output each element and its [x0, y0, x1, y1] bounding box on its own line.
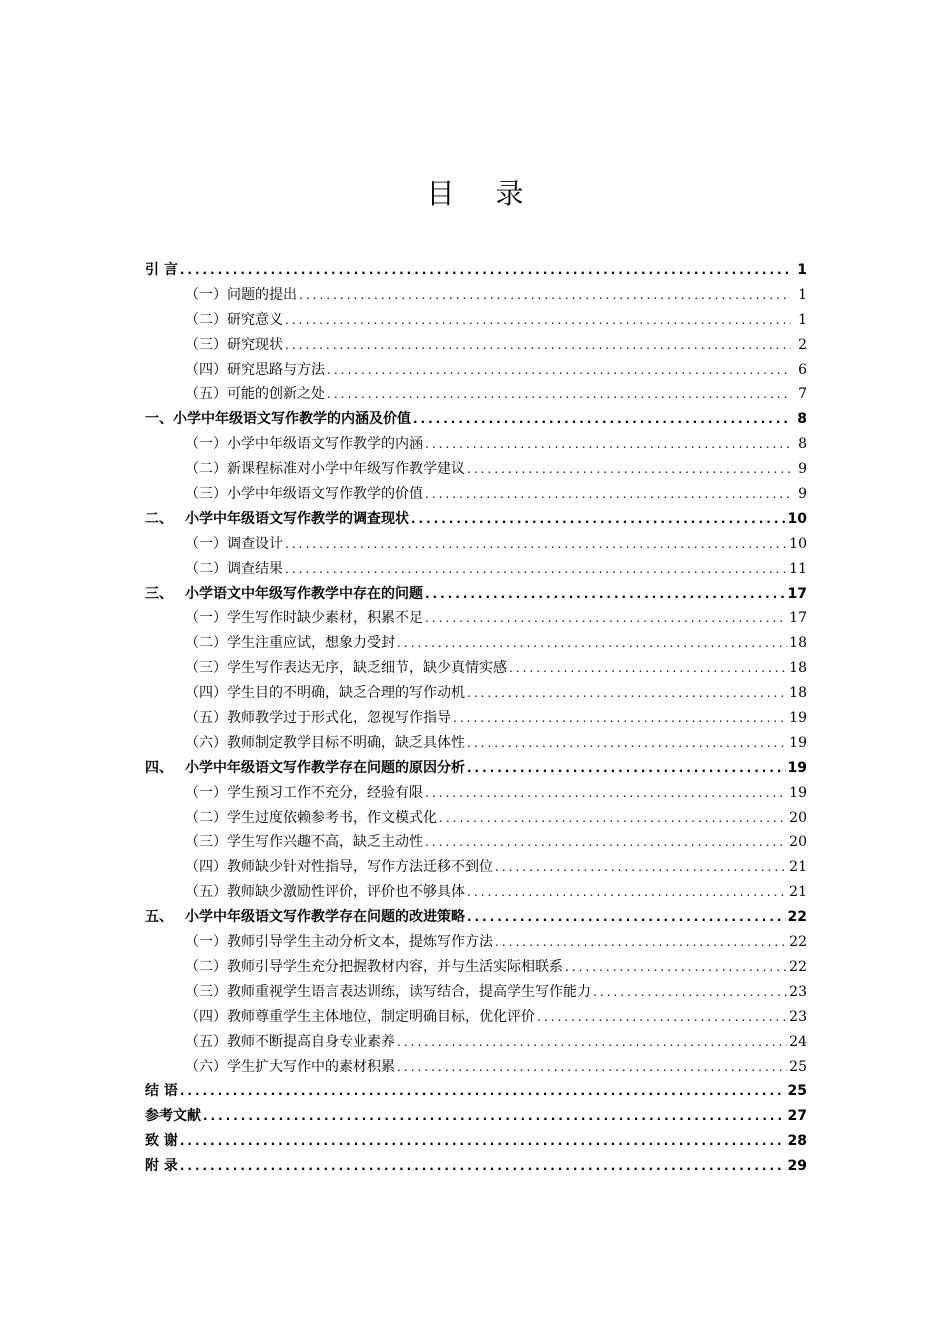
- dot-leader: [425, 830, 787, 855]
- toc-entry-label: [145, 1129, 178, 1154]
- toc-page-number: 8: [797, 411, 807, 428]
- toc-entry-text: （五）可能的创新之处: [185, 386, 325, 403]
- toc-chapter-entry[interactable]: [145, 905, 807, 930]
- toc-entry-label: [145, 507, 409, 532]
- toc-section-entry[interactable]: [145, 606, 807, 631]
- toc-entry-label: [145, 1154, 178, 1179]
- toc-entry-label: [185, 358, 325, 383]
- dot-leader: [397, 1030, 787, 1055]
- dot-leader: [509, 656, 787, 681]
- toc-entry-number: 二、: [145, 510, 173, 527]
- toc-section-entry[interactable]: [145, 656, 807, 681]
- toc-entry-text: （三）小学中年级语文写作教学的价值: [185, 486, 423, 503]
- toc-entry-label: [185, 631, 395, 656]
- toc-chapter-entry[interactable]: [145, 1154, 807, 1179]
- toc-chapter-entry[interactable]: [145, 258, 807, 283]
- toc-entry-label: [185, 532, 283, 557]
- toc-entry-label: [145, 407, 411, 432]
- toc-entry-label: [185, 283, 297, 308]
- dot-leader: [327, 358, 791, 383]
- dot-leader: [537, 1005, 787, 1030]
- toc-entry-number: 四、: [145, 759, 173, 776]
- toc-section-entry[interactable]: [145, 706, 807, 731]
- toc-entry-label: [145, 1079, 178, 1104]
- toc-entry-label: [145, 905, 465, 930]
- toc-chapter-entry[interactable]: [145, 582, 807, 607]
- toc-page-number: 18: [789, 685, 807, 702]
- toc-entry-text: （二）学生注重应试，想象力受封: [185, 635, 395, 652]
- toc-page-number: 10: [787, 510, 807, 527]
- toc-entry-text: （五）教师缺少激励性评价，评价也不够具体: [185, 884, 465, 901]
- toc-entry-label: [185, 308, 283, 333]
- toc-entry-number: 五、: [145, 909, 173, 926]
- toc-entry-label: [145, 582, 423, 607]
- toc-section-entry[interactable]: [145, 855, 807, 880]
- toc-entry-label: [185, 1030, 395, 1055]
- toc-page-number: 20: [789, 834, 807, 851]
- dot-leader: [413, 407, 791, 432]
- toc-page-number: 28: [787, 1133, 807, 1150]
- toc-page-number: 9: [798, 461, 807, 478]
- toc-entry-text: （三）教师重视学生语言表达训练，读写结合，提高学生写作能力: [185, 983, 591, 1000]
- toc-section-entry[interactable]: [145, 681, 807, 706]
- toc-entry-text: （一）学生写作时缺少素材，积累不足: [185, 610, 423, 627]
- toc-entry-text: 附 录: [145, 1158, 178, 1175]
- dot-leader: [411, 507, 786, 532]
- toc-page-number: 9: [798, 486, 807, 503]
- toc-page-number: 19: [787, 759, 807, 776]
- toc-entry-text: （四）教师尊重学生主体地位，制定明确目标，优化评价: [185, 1008, 535, 1025]
- toc-section-entry[interactable]: [145, 830, 807, 855]
- toc-page-number: 21: [789, 859, 807, 876]
- toc-entry-label: [185, 980, 591, 1005]
- toc-entry-text: （五）教师不断提高自身专业素养: [185, 1033, 395, 1050]
- toc-entry-label: [185, 606, 423, 631]
- toc-page-number: 1: [797, 262, 807, 278]
- toc-page-number: 19: [789, 784, 807, 801]
- toc-entry-label: [185, 1005, 535, 1030]
- toc-page-number: 23: [789, 983, 807, 1000]
- dot-leader: [495, 930, 787, 955]
- toc-page-number: 25: [787, 1083, 807, 1100]
- toc-page-number: 22: [789, 934, 807, 951]
- toc-entry-label: [185, 333, 283, 358]
- toc-page-number: 1: [798, 311, 807, 328]
- toc-entry-label: [185, 432, 423, 457]
- toc-entry-text: （二）教师引导学生充分把握教材内容，并与生活实际相联系: [185, 958, 563, 975]
- dot-leader: [467, 905, 786, 930]
- dot-leader: [397, 1055, 787, 1080]
- dot-leader: [425, 432, 791, 457]
- toc-section-entry[interactable]: [145, 1005, 807, 1030]
- toc-entry-label: [185, 382, 325, 407]
- toc-entry-text: 结 语: [145, 1083, 178, 1100]
- toc-page-number: 18: [789, 660, 807, 677]
- toc-section-entry[interactable]: [145, 1030, 807, 1055]
- dot-leader: [439, 806, 787, 831]
- toc-chapter-entry[interactable]: [145, 756, 807, 781]
- toc-page-number: 22: [789, 958, 807, 975]
- dot-leader: [593, 980, 787, 1005]
- dot-leader: [180, 1079, 786, 1104]
- toc-entry-label: [185, 731, 465, 756]
- toc-chapter-entry[interactable]: [145, 407, 807, 432]
- toc-section-entry[interactable]: [145, 880, 807, 905]
- toc-page-number: 27: [787, 1108, 807, 1125]
- toc-entry-text: （五）教师教学过于形式化，忽视写作指导: [185, 710, 451, 727]
- toc-entry-label: [145, 756, 465, 781]
- toc-entry-text: （三）学生写作表达无序，缺乏细节，缺少真情实感: [185, 660, 507, 677]
- toc-entry-text: 小学中年级语文写作教学存在问题的原因分析: [185, 759, 465, 776]
- toc-entry-label: [185, 880, 465, 905]
- dot-leader: [285, 333, 791, 358]
- dot-leader: [285, 557, 787, 582]
- dot-leader: [299, 283, 791, 308]
- toc-entry-text: （四）教师缺少针对性指导，写作方法迁移不到位: [185, 859, 493, 876]
- toc-section-entry[interactable]: [145, 557, 807, 582]
- toc-chapter-entry[interactable]: [145, 1129, 807, 1154]
- toc-page-number: 25: [789, 1058, 807, 1075]
- toc-page-number: 7: [798, 386, 807, 403]
- toc-entry-text: （一）教师引导学生主动分析文本，提炼写作方法: [185, 934, 493, 951]
- toc-page-number: 17: [787, 585, 807, 602]
- toc-entry-text: 小学语文中年级写作教学中存在的问题: [185, 585, 423, 602]
- toc-page-number: 19: [789, 734, 807, 751]
- dot-leader: [495, 855, 787, 880]
- dot-leader: [285, 308, 791, 333]
- toc-section-entry[interactable]: [145, 731, 807, 756]
- toc-page-number: 17: [789, 610, 807, 627]
- toc-entry-label: [185, 706, 451, 731]
- toc-page-number: 10: [789, 535, 807, 552]
- toc-chapter-entry[interactable]: [145, 1104, 807, 1129]
- toc-section-entry[interactable]: [145, 482, 807, 507]
- dot-leader: [180, 1154, 786, 1179]
- toc-entry-text: 致 谢: [145, 1133, 178, 1150]
- toc-entry-text: （二）学生过度依赖参考书，作文模式化: [185, 809, 437, 826]
- toc-entry-label: [185, 830, 423, 855]
- toc-page-number: 19: [789, 710, 807, 727]
- toc-page-number: 22: [787, 909, 807, 926]
- dot-leader: [565, 955, 787, 980]
- toc-entry-text: （三）研究现状: [185, 336, 283, 353]
- dot-leader: [467, 756, 786, 781]
- toc-page-number: 23: [789, 1008, 807, 1025]
- dot-leader: [425, 482, 791, 507]
- toc-entry-text: （六）教师制定教学目标不明确，缺乏具体性: [185, 734, 465, 751]
- toc-section-entry[interactable]: [145, 333, 807, 358]
- toc-section-entry[interactable]: [145, 358, 807, 383]
- toc-entry-label: [185, 955, 563, 980]
- dot-leader: [285, 532, 787, 557]
- toc-entry-text: （一）学生预习工作不充分，经验有限: [185, 784, 423, 801]
- toc-page-number: 18: [789, 635, 807, 652]
- toc-page-number: 20: [789, 809, 807, 826]
- toc-entry-text: （二）研究意义: [185, 311, 283, 328]
- page-title: 目 录: [426, 177, 540, 210]
- dot-leader: [180, 258, 791, 283]
- toc-entry-text: （一）问题的提出: [185, 286, 297, 303]
- toc-section-entry[interactable]: [145, 532, 807, 557]
- toc-page-number: 29: [787, 1158, 807, 1175]
- toc-entry-label: [185, 806, 437, 831]
- toc-entry-text: （一）调查设计: [185, 535, 283, 552]
- toc-section-entry[interactable]: [145, 955, 807, 980]
- toc-page-number: 6: [798, 361, 807, 378]
- toc-section-entry[interactable]: [145, 308, 807, 333]
- toc-chapter-entry[interactable]: [145, 507, 807, 532]
- toc-entry-text: 参考文献: [145, 1108, 201, 1125]
- dot-leader: [180, 1129, 786, 1154]
- toc-entry-text: 一、小学中年级语文写作教学的内涵及价值: [145, 411, 411, 428]
- dot-leader: [467, 457, 791, 482]
- toc-entry-label: [185, 557, 283, 582]
- toc-entry-label: [145, 258, 178, 283]
- toc-section-entry[interactable]: [145, 980, 807, 1005]
- toc-chapter-entry[interactable]: [145, 1079, 807, 1104]
- toc-page-number: 1: [798, 286, 807, 303]
- table-of-contents: [145, 258, 807, 1179]
- dot-leader: [425, 582, 786, 607]
- toc-page-number: 8: [798, 436, 807, 453]
- dot-leader: [425, 606, 787, 631]
- toc-entry-text: 小学中年级语文写作教学存在问题的改进策略: [185, 909, 465, 926]
- toc-entry-text: （二）调查结果: [185, 560, 283, 577]
- toc-section-entry[interactable]: [145, 631, 807, 656]
- toc-entry-text: 引 言: [145, 262, 178, 278]
- toc-entry-label: [185, 930, 493, 955]
- toc-entry-text: （二）新课程标准对小学中年级写作教学建议: [185, 461, 465, 478]
- toc-entry-text: （四）学生目的不明确，缺乏合理的写作动机: [185, 685, 465, 702]
- toc-page-number: 24: [789, 1033, 807, 1050]
- toc-entry-text: 小学中年级语文写作教学的调查现状: [185, 510, 409, 527]
- toc-entry-label: [185, 1055, 395, 1080]
- toc-entry-number: 三、: [145, 585, 173, 602]
- toc-section-entry[interactable]: [145, 781, 807, 806]
- toc-section-entry[interactable]: [145, 457, 807, 482]
- toc-entry-label: [185, 855, 493, 880]
- dot-leader: [467, 731, 787, 756]
- toc-entry-text: （一）小学中年级语文写作教学的内涵: [185, 436, 423, 453]
- toc-entry-text: （三）学生写作兴趣不高，缺乏主动性: [185, 834, 423, 851]
- toc-entry-label: [185, 781, 423, 806]
- toc-entry-label: [185, 656, 507, 681]
- dot-leader: [397, 631, 787, 656]
- toc-section-entry[interactable]: [145, 930, 807, 955]
- dot-leader: [425, 781, 787, 806]
- toc-section-entry[interactable]: [145, 1055, 807, 1080]
- toc-section-entry[interactable]: [145, 382, 807, 407]
- toc-section-entry[interactable]: [145, 283, 807, 308]
- toc-section-entry[interactable]: [145, 432, 807, 457]
- toc-page-number: 11: [789, 560, 807, 577]
- toc-entry-label: [185, 482, 423, 507]
- toc-section-entry[interactable]: [145, 806, 807, 831]
- dot-leader: [467, 681, 787, 706]
- toc-entry-text: （四）研究思路与方法: [185, 361, 325, 378]
- dot-leader: [327, 382, 791, 407]
- toc-entry-label: [185, 457, 465, 482]
- dot-leader: [203, 1104, 786, 1129]
- toc-entry-text: （六）学生扩大写作中的素材积累: [185, 1058, 395, 1075]
- toc-page-number: 21: [789, 884, 807, 901]
- toc-entry-label: [185, 681, 465, 706]
- toc-entry-label: [145, 1104, 201, 1129]
- dot-leader: [453, 706, 787, 731]
- toc-page-number: 2: [798, 336, 807, 353]
- dot-leader: [467, 880, 787, 905]
